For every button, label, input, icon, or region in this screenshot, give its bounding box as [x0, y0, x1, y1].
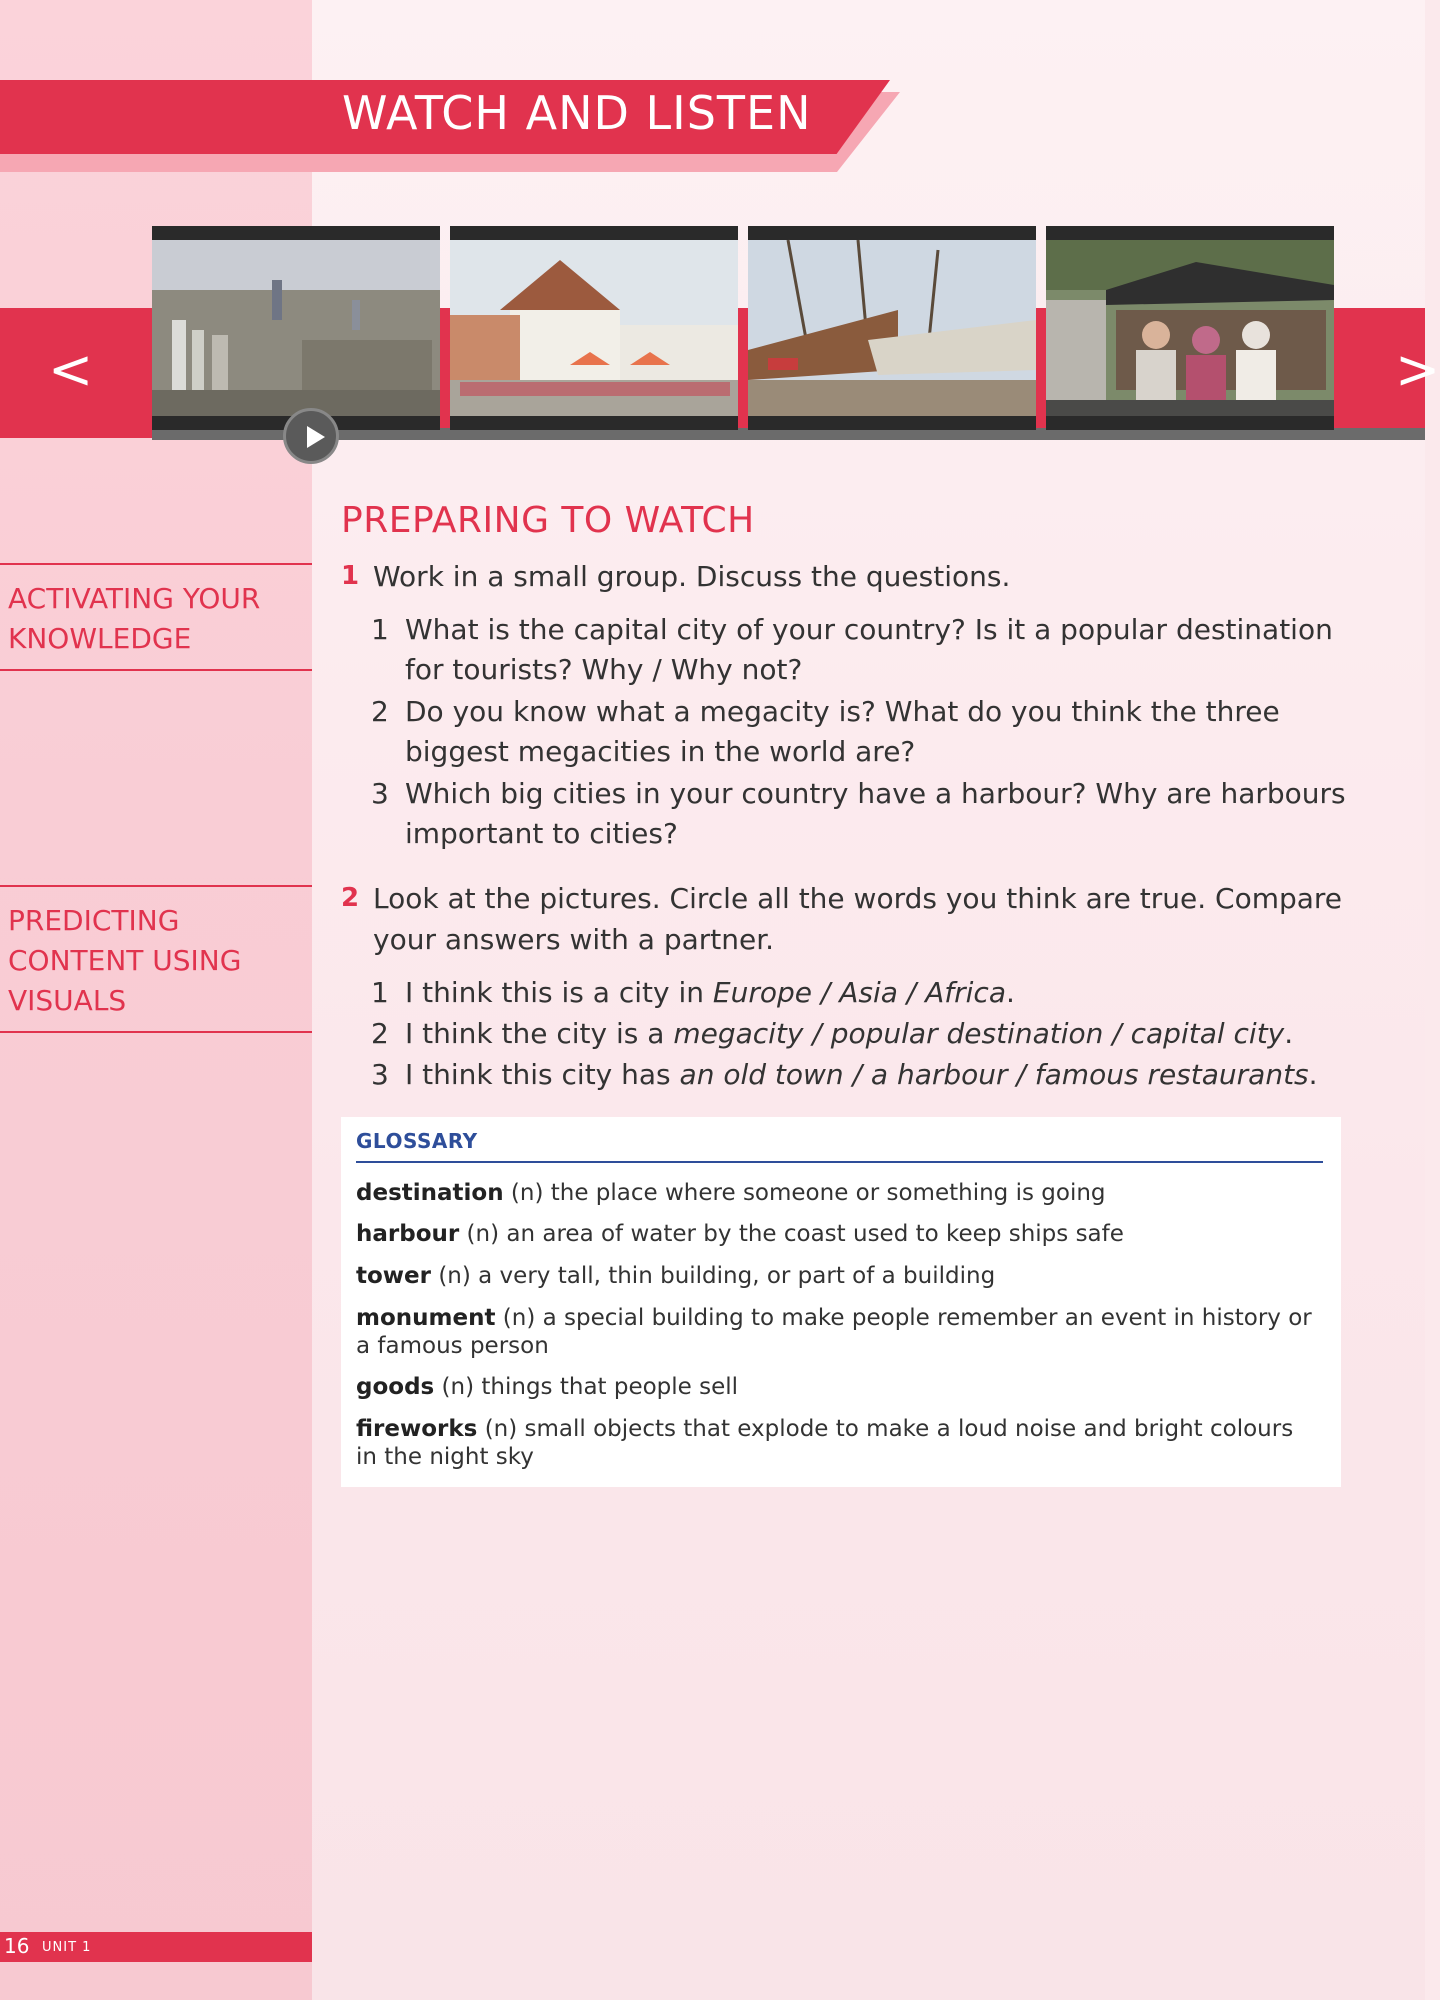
glossary-word: monument	[356, 1305, 496, 1331]
predicting-label-line-2: CONTENT USING	[8, 944, 242, 977]
activating-label-line-2: KNOWLEDGE	[8, 622, 192, 655]
previous-frame-button[interactable]: <	[48, 338, 94, 401]
page-number: 16	[4, 1934, 30, 1958]
question-number: 2	[371, 695, 389, 728]
task-2-instruction: Look at the pictures. Circle all the words you think are true. Compare your answers with a partner.	[373, 882, 1343, 956]
glossary-word: destination	[356, 1180, 504, 1206]
activating-label-line-1: ACTIVATING YOUR	[8, 582, 261, 615]
unit-label: UNIT 1	[42, 1940, 92, 1955]
harbour-boats-image[interactable]	[748, 226, 1036, 430]
question-suffix: .	[1284, 1017, 1294, 1050]
task-1-question-3	[371, 774, 1346, 854]
task-2-question-1	[371, 973, 1346, 1013]
glossary-definition: the place where someone or something is going	[550, 1180, 1106, 1206]
glossary-pos: (n)	[441, 1374, 475, 1400]
glossary-word: goods	[356, 1374, 435, 1400]
glossary-divider	[356, 1161, 1323, 1163]
answer-options[interactable]: an old town / a harbour / famous restaurants	[679, 1058, 1309, 1091]
question-text: Do you know what a megacity is? What do you think the three biggest megacities in the world are?	[405, 695, 1280, 768]
play-button[interactable]	[283, 408, 339, 464]
question-number: 3	[371, 777, 389, 810]
glossary-definition: a very tall, thin building, or part of a building	[478, 1263, 996, 1289]
task-2-number: 2	[341, 883, 360, 913]
question-suffix: .	[1005, 976, 1015, 1009]
glossary-word: harbour	[356, 1221, 460, 1247]
glossary-title: GLOSSARY	[356, 1129, 478, 1153]
glossary-box	[341, 1117, 1341, 1487]
glossary-definition: a special building to make people remember an event in history or a famous person	[356, 1305, 1312, 1359]
predicting-label-line-1: PREDICTING	[8, 904, 180, 937]
glossary-definition: small objects that explode to make a loud noise and bright colours in the night sky	[356, 1416, 1294, 1470]
question-suffix: .	[1308, 1058, 1318, 1091]
colonial-building-square-image[interactable]	[450, 226, 738, 430]
answer-options[interactable]: Europe / Asia / Africa	[712, 976, 1006, 1009]
section-title: PREPARING TO WATCH	[341, 500, 755, 541]
task-1-number: 1	[341, 561, 360, 591]
glossary-pos: (n)	[438, 1263, 471, 1289]
glossary-pos: (n)	[466, 1221, 500, 1247]
task-1	[341, 556, 1351, 597]
question-text: What is the capital city of your country? Is it a popular destination for tourists? Why / Why not?	[405, 613, 1333, 686]
question-number: 2	[371, 1017, 389, 1050]
question-number: 1	[371, 976, 389, 1009]
question-prefix: I think this city has	[405, 1058, 680, 1091]
task-1-question-1	[371, 610, 1346, 690]
glossary-definition: an area of water by the coast used to keep ships safe	[506, 1221, 1124, 1247]
glossary-entry	[356, 1415, 1316, 1471]
glossary-entry	[356, 1179, 1316, 1207]
page-title: WATCH AND LISTEN	[342, 86, 812, 140]
activating-knowledge-label	[0, 563, 312, 671]
glossary-definition: things that people sell	[481, 1374, 739, 1400]
glossary-pos: (n)	[510, 1180, 544, 1206]
answer-options[interactable]: megacity / popular destination / capital city	[673, 1017, 1285, 1050]
glossary-word: tower	[356, 1263, 431, 1289]
task-1-question-2	[371, 692, 1346, 772]
task-1-instruction: Work in a small group. Discuss the questions.	[373, 560, 1011, 593]
question-prefix: I think the city is a	[405, 1017, 674, 1050]
predicting-content-label	[0, 885, 312, 1033]
glossary-entry	[356, 1373, 1316, 1401]
glossary-entry	[356, 1304, 1316, 1360]
question-text: Which big cities in your country have a harbour? Why are harbours important to cities?	[405, 777, 1346, 850]
question-prefix: I think this is a city in	[405, 976, 713, 1009]
question-number: 1	[371, 613, 389, 646]
next-frame-button[interactable]: >	[1395, 338, 1440, 401]
city-skyline-image[interactable]	[152, 226, 440, 430]
task-2-question-2	[371, 1014, 1346, 1054]
task-2-question-3	[371, 1055, 1346, 1095]
glossary-entry	[356, 1220, 1316, 1248]
question-number: 3	[371, 1058, 389, 1091]
glossary-pos: (n)	[484, 1416, 518, 1442]
glossary-pos: (n)	[502, 1305, 536, 1331]
task-2	[341, 878, 1351, 960]
glossary-word: fireworks	[356, 1416, 478, 1442]
glossary-entry	[356, 1262, 1316, 1290]
street-market-image[interactable]	[1046, 226, 1334, 430]
predicting-label-line-3: VISUALS	[8, 984, 127, 1017]
